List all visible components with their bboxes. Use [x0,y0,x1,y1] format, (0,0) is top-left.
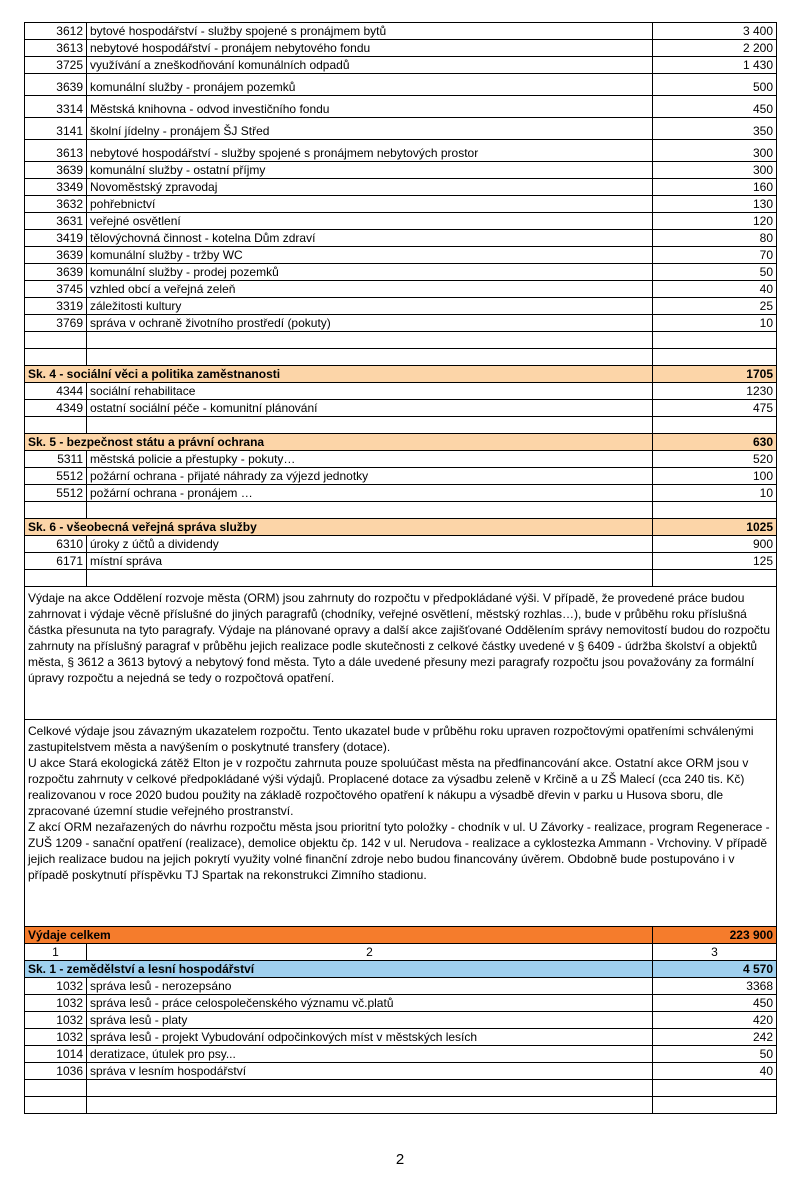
item-label: Městská knihovna - odvod investičního fondu [87,96,653,118]
paragraph-code: 6171 [25,553,87,570]
table-row [25,468,777,485]
table-row [25,74,777,96]
item-value: 450 [653,96,777,118]
item-label: veřejné osvětlení [87,213,653,230]
item-value: 70 [653,247,777,264]
item-value: 40 [653,1063,777,1080]
empty-cell [25,349,87,366]
paragraph-code: 4349 [25,400,87,417]
section-header [25,366,777,383]
section-header [25,434,777,451]
paragraph-code: 3349 [25,179,87,196]
item-label: komunální služby - pronájem pozemků [87,74,653,96]
item-label: městská policie a přestupky - pokuty… [87,451,653,468]
item-label: požární ochrana - pronájem … [87,485,653,502]
table-row [25,213,777,230]
empty-cell [87,332,653,349]
empty-cell [25,1097,87,1114]
empty-row [25,570,777,587]
empty-cell [25,417,87,434]
paragraph-code: 5512 [25,485,87,502]
table-row [25,230,777,247]
empty-cell [653,1097,777,1114]
column-number: 1 [25,944,87,961]
item-value: 10 [653,485,777,502]
item-value: 3368 [653,978,777,995]
item-value: 520 [653,451,777,468]
item-label: záležitosti kultury [87,298,653,315]
item-label: deratizace, útulek pro psy... [87,1046,653,1063]
item-value: 475 [653,400,777,417]
item-label: nebytové hospodářství - pronájem nebytového fondu [87,40,653,57]
item-label: správa lesů - nerozepsáno [87,978,653,995]
table-row [25,1046,777,1063]
paragraph-code: 1032 [25,1029,87,1046]
item-value: 500 [653,74,777,96]
table-row [25,315,777,332]
paragraph-code: 1036 [25,1063,87,1080]
item-label: tělovýchovná činnost - kotelna Dům zdraví [87,230,653,247]
item-label: správa v ochraně životního prostředí (pokuty) [87,315,653,332]
empty-cell [87,1097,653,1114]
paragraph-code: 5311 [25,451,87,468]
table-row [25,57,777,74]
paragraph-code: 3314 [25,96,87,118]
empty-cell [87,417,653,434]
section-title: Sk. 1 - zemědělství a lesní hospodářství [25,961,653,978]
empty-row [25,1097,777,1114]
paragraph-code: 3639 [25,264,87,281]
empty-row [25,417,777,434]
section-total: 4 570 [653,961,777,978]
paragraph-code: 5512 [25,468,87,485]
item-value: 420 [653,1012,777,1029]
table-row [25,40,777,57]
item-label: školní jídelny - pronájem ŠJ Střed [87,118,653,140]
paragraph-code: 1032 [25,995,87,1012]
item-label: sociální rehabilitace [87,383,653,400]
table-row [25,485,777,502]
item-value: 10 [653,315,777,332]
item-value: 25 [653,298,777,315]
item-label: nebytové hospodářství - služby spojené s pronájmem nebytových prostor [87,140,653,162]
note-paragraph: Celkové výdaje jsou závazným ukazatelem rozpočtu. Tento ukazatel bude v průběhu roku upraven rozpočtovými opatřeními schválenými zastupitelstvem města a navýšením o poskytnuté transfery (dotace). [28,724,754,754]
table-row [25,247,777,264]
paragraph-code: 1032 [25,978,87,995]
total-value: 223 900 [653,927,777,944]
paragraph-code: 3769 [25,315,87,332]
paragraph-code: 3745 [25,281,87,298]
paragraph-code: 3631 [25,213,87,230]
paragraph-code: 3639 [25,162,87,179]
empty-cell [653,570,777,587]
item-label: komunální služby - prodej pozemků [87,264,653,281]
empty-cell [653,502,777,519]
paragraph-code: 1014 [25,1046,87,1063]
item-label: správa v lesním hospodářství [87,1063,653,1080]
table-row [25,118,777,140]
item-value: 130 [653,196,777,213]
item-label: správa lesů - práce celospolečenského významu vč.platů [87,995,653,1012]
paragraph-code: 3613 [25,140,87,162]
note-text: Výdaje na akce Oddělení rozvoje města (ORM) jsou zahrnuty do rozpočtu v předpokládané výši. V případě, že provedené práce budou zahrnovat i výdaje věcně příslušné do jiných paragrafů (chodníky, veřejné osvětlení, městský rozhlas…), bude v průběhu roku příslušná částka přesunuta na tyto paragrafy. Výdaje na plánované opravy a další akce zajišťované Oddělením správy nemovitostí budou do rozpočtu zahrnuty na příslušný paragraf v průběhu jejich realizace podle skutečnosti z celkové částky uvedené v § 6409 - údržba školství a objektů města, § 3612 a 3613 bytový a nebytový fond města. Tyto a dále uvedené přesuny mezi paragrafy rozpočtu jsou považovány za formální úpravy rozpočtu a nejedná se tedy o rozpočtová opatření. [28,591,771,685]
section-title: Sk. 5 - bezpečnost státu a právní ochrana [25,434,653,451]
item-value: 350 [653,118,777,140]
empty-row [25,502,777,519]
section-header [25,961,777,978]
column-number: 3 [653,944,777,961]
paragraph-code: 3639 [25,74,87,96]
paragraph-code: 3141 [25,118,87,140]
paragraph-code: 3612 [25,23,87,40]
budget-table [24,22,777,1114]
item-value: 50 [653,1046,777,1063]
item-value: 1230 [653,383,777,400]
item-label: Novoměstský zpravodaj [87,179,653,196]
item-label: úroky z účtů a dividendy [87,536,653,553]
empty-cell [25,1080,87,1097]
table-row [25,995,777,1012]
section-total: 1705 [653,366,777,383]
item-value: 242 [653,1029,777,1046]
item-label: komunální služby - ostatní příjmy [87,162,653,179]
empty-cell [87,1080,653,1097]
item-value: 50 [653,264,777,281]
item-label: požární ochrana - přijaté náhrady za výjezd jednotky [87,468,653,485]
paragraph-code: 1032 [25,1012,87,1029]
table-row [25,140,777,162]
table-row [25,536,777,553]
table-row [25,1063,777,1080]
empty-cell [653,417,777,434]
empty-row [25,332,777,349]
paragraph-code: 6310 [25,536,87,553]
item-label: správa lesů - platy [87,1012,653,1029]
item-label: pohřebnictví [87,196,653,213]
table-row [25,179,777,196]
table-row [25,281,777,298]
section-header [25,519,777,536]
total-label: Výdaje celkem [25,927,653,944]
note-row [25,587,777,720]
item-value: 100 [653,468,777,485]
empty-cell [87,349,653,366]
item-label: místní správa [87,553,653,570]
column-numbers [25,944,777,961]
paragraph-code: 3725 [25,57,87,74]
item-label: ostatní sociální péče - komunitní plánování [87,400,653,417]
paragraph-code: 3639 [25,247,87,264]
table-row [25,96,777,118]
note-paragraph: Z akcí ORM nezařazených do návrhu rozpočtu města jsou prioritní tyto položky - chodník v ul. U Závorky - realizace, program Regenerace - ZUŠ 1209 - sanační opatření (realizace), demolice objektu čp. 142 v ul. Nerudova - realizace a cyklostezka Ammann - Vrchoviny. V případě jejich realizace budou na jejich pokrytí využity volné finanční zdroje nebo budou financovány úvěrem. Obdobně bude postupováno i v případě poskytnutí příspěvku TJ Spartak na rekonstrukci Zimního stadionu. [28,820,770,882]
item-label: správa lesů - projekt Vybudování odpočinkových míst v městských lesích [87,1029,653,1046]
item-value: 125 [653,553,777,570]
section-total: 1025 [653,519,777,536]
table-row [25,978,777,995]
paragraph-code: 3419 [25,230,87,247]
note-paragraph: U akce Stará ekologická zátěž Elton je v rozpočtu zahrnuta pouze spoluúčast města na předfinancování akce. Ostatní akce ORM jsou v rozpočtu zahrnuty v celkové předpokládané výši výdajů. Proplacené dotace za výsadbu zeleně v Krčině a u ZŠ Malecí (cca 240 tis. Kč) realizovanou v roce 2020 budou použity na základě rozpočtového opatření k nákupu a výsadbě dřevin v parku u Husova sboru, dle zpracované územní studie veřejného prostranství. [28,756,749,818]
empty-cell [87,502,653,519]
table-row [25,400,777,417]
item-label: využívání a zneškodňování komunálních odpadů [87,57,653,74]
item-value: 900 [653,536,777,553]
paragraph-code: 3632 [25,196,87,213]
note-total-expenses [25,720,777,927]
column-number: 2 [87,944,653,961]
paragraph-code: 3613 [25,40,87,57]
paragraph-code: 4344 [25,383,87,400]
table-row [25,196,777,213]
table-row [25,23,777,40]
item-value: 450 [653,995,777,1012]
item-value: 120 [653,213,777,230]
item-label: komunální služby - tržby WC [87,247,653,264]
note-orm [25,587,777,720]
item-value: 2 200 [653,40,777,57]
table-row [25,451,777,468]
table-row [25,383,777,400]
item-value: 1 430 [653,57,777,74]
total-row [25,927,777,944]
empty-row [25,1080,777,1097]
item-value: 300 [653,162,777,179]
item-value: 3 400 [653,23,777,40]
section-title: Sk. 6 - všeobecná veřejná správa služby [25,519,653,536]
item-value: 80 [653,230,777,247]
empty-row [25,349,777,366]
section-total: 630 [653,434,777,451]
empty-cell [25,570,87,587]
note-row [25,720,777,927]
item-label: vzhled obcí a veřejná zeleň [87,281,653,298]
table-row [25,264,777,281]
item-value: 300 [653,140,777,162]
empty-cell [653,1080,777,1097]
item-label: bytové hospodářství - služby spojené s pronájmem bytů [87,23,653,40]
budget-sheet [24,22,776,1114]
table-row [25,1029,777,1046]
empty-cell [653,349,777,366]
empty-cell [25,332,87,349]
page-number: 2 [395,1151,405,1168]
empty-cell [25,502,87,519]
table-row [25,298,777,315]
table-row [25,553,777,570]
item-value: 40 [653,281,777,298]
empty-cell [87,570,653,587]
item-value: 160 [653,179,777,196]
paragraph-code: 3319 [25,298,87,315]
table-row [25,162,777,179]
empty-cell [653,332,777,349]
section-title: Sk. 4 - sociální věci a politika zaměstnanosti [25,366,653,383]
table-row [25,1012,777,1029]
